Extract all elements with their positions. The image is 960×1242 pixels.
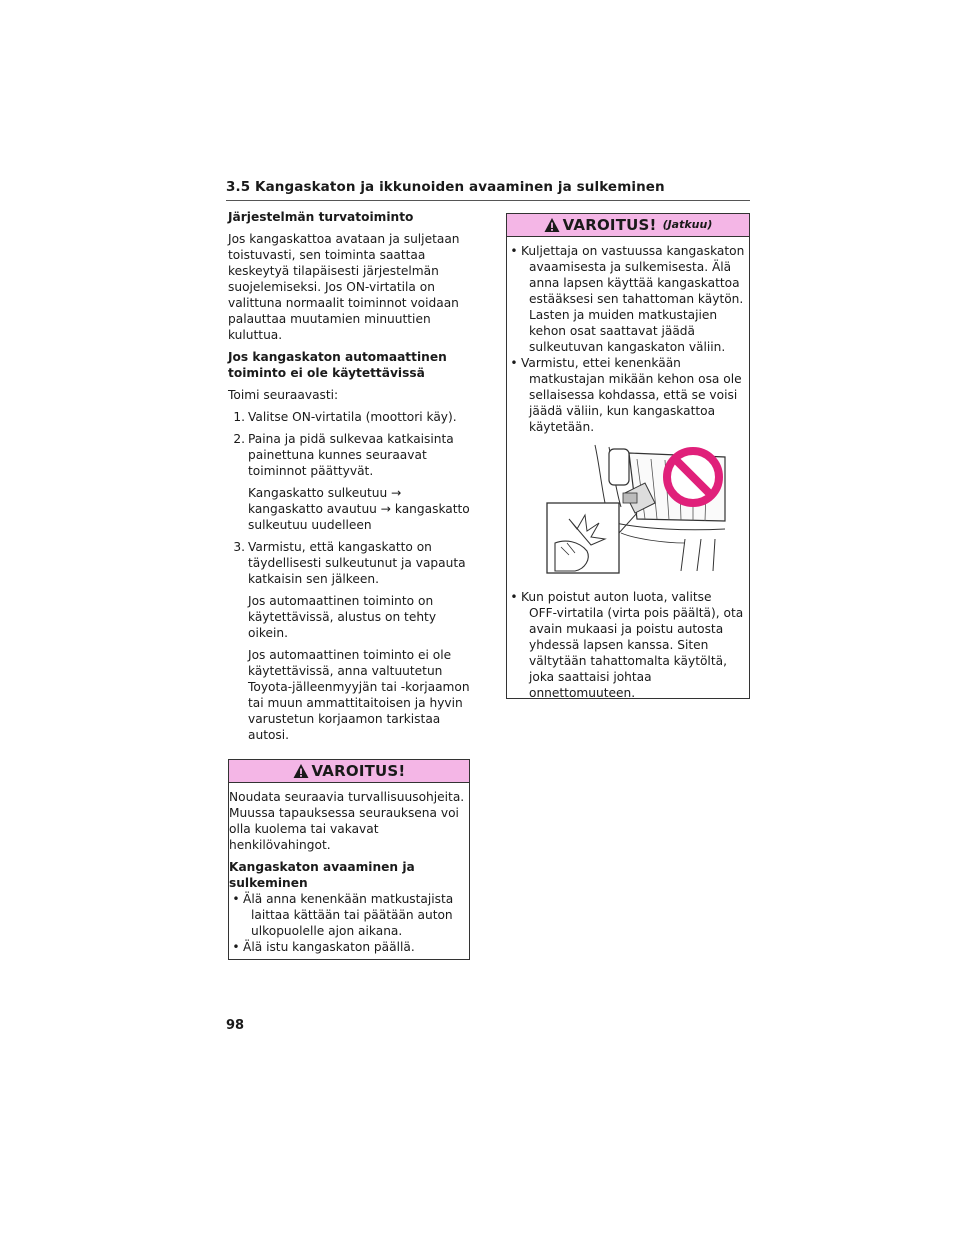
warning-triangle-icon [293,763,309,779]
bullet-dot: • [510,590,518,604]
warning-intro: Noudata seuraavia turvallisuusohjeita. Muussa tapauksessa seurauksena voi olla kuolema tai vakavat henkilövahingot. [229,790,465,852]
bullet-rest: laittaa kättään tai päätään auton ulkopuolelle ajon aikana. [251,908,453,938]
bullet-text [243,939,465,955]
bullet-first-line: Älä istu kangaskaton päällä. [243,940,415,954]
intro-text: Toimi seuraavasti: [228,388,339,402]
warning-body [507,237,749,705]
bullet-first-line: Varmistu, ettei kenenkään [521,356,681,370]
bullet-rest: matkustajan mikään kehon osa ole sellaisessa kohdassa, että se voisi jäädä väliin, kun kangaskattoa käytetään. [529,372,742,434]
step-text: Varmistu, että kangaskatto on täydellisesti sulkeutunut ja vapauta katkaisin sen jälkeen. [248,540,466,586]
section-header: 3.5 Kangaskaton ja ikkunoiden avaaminen ja sulkeminen [226,179,750,201]
warning-title: VAROITUS! [311,762,406,780]
left-column [228,209,472,960]
step-2-note: Kangaskatto sulkeutuu → kangaskatto avautuu → kangaskatto sulkeutuu uudelleen [248,486,470,532]
bullet-text [521,355,745,435]
step-number: 2. [233,432,245,446]
step-text: Valitse ON-virtatila (moottori käy). [248,410,457,424]
step-1 [228,409,472,425]
warning-box-2 [506,213,750,699]
step-number: 1. [233,410,245,424]
bullet-first-line: Älä anna kenenkään matkustajista [243,892,454,906]
bullet-dot: • [510,244,518,258]
warning-header [507,214,749,237]
warning-title: VAROITUS! [562,216,657,234]
step-3 [228,539,472,587]
warning-bullet [229,891,465,939]
page-number: 98 [226,1018,245,1033]
step-text: Paina ja pidä sulkevaa katkaisinta painettuna kunnes seuraavat toiminnot päättyvät. [248,432,454,478]
bullet-first-line: Kuljettaja on vastuussa kangaskaton [521,244,745,258]
bullet-dot: • [232,892,240,906]
warning-continued-label: (Jatkuu) [662,218,713,231]
warning-bullet [507,243,745,355]
bullet-rest: avaamisesta ja sulkemisesta. Älä anna lapsen käyttää kangaskattoa estääksesi sen tahattoman käytön. Lasten ja muiden matkustajien kehon osat saattavat jäädä sulkeutuvan kangaskaton väliin. [529,260,744,354]
warning-body [229,783,469,959]
step-number: 3. [233,540,245,554]
warning-bullet [507,355,745,435]
paragraph-safety-function: Jos kangaskattoa avataan ja suljetaan toistuvasti, sen toiminta saattaa keskeytyä tilapäisesti järjestelmän suojelemiseksi. Jos ON-virtatila on valittuna normaalit toiminnot voidaan palauttaa muutamien minuuttien kuluttua. [228,232,460,342]
bullet-text [521,243,745,355]
warning-header [229,760,469,783]
bullet-rest: OFF-virtatila (virta pois päältä), ota avain mukaasi ja poistu autosta yhdessä lapsen kanssa. Siten vältytään tahattomalta käytöltä, joka saattaisi johtaa onnettomuuteen. [529,606,744,700]
step-3-note-2: Jos automaattinen toiminto ei ole käytettävissä, anna valtuutetun Toyota-jälleenmyyjän tai -korjaamon tai muun ammattitaitoisen ja hyvin varustetun korjaamon tarkistaa autosi. [248,648,470,742]
hand-caught-roof-illustration [525,443,729,575]
bullet-first-line: Kun poistut auton luota, valitse [521,590,712,604]
warning-bullet [229,939,465,955]
right-column [506,213,750,699]
step-3-note-1: Jos automaattinen toiminto on käytettävissä, alustus on tehty oikein. [248,594,437,640]
warning-triangle-icon [544,217,560,233]
heading-auto-unavailable: Jos kangaskaton automaattinen toiminto ei ole käytettävissä [228,350,447,380]
warning-box-1 [228,759,470,960]
heading-safety-function: Järjestelmän turvatoiminto [228,210,414,224]
bullet-dot: • [232,940,240,954]
step-2 [228,431,472,479]
warning-subheading: Kangaskaton avaaminen ja sulkeminen [229,860,415,890]
bullet-dot: • [510,356,518,370]
warning-bullet [507,589,745,701]
bullet-text [243,891,465,939]
bullet-text [521,589,745,701]
